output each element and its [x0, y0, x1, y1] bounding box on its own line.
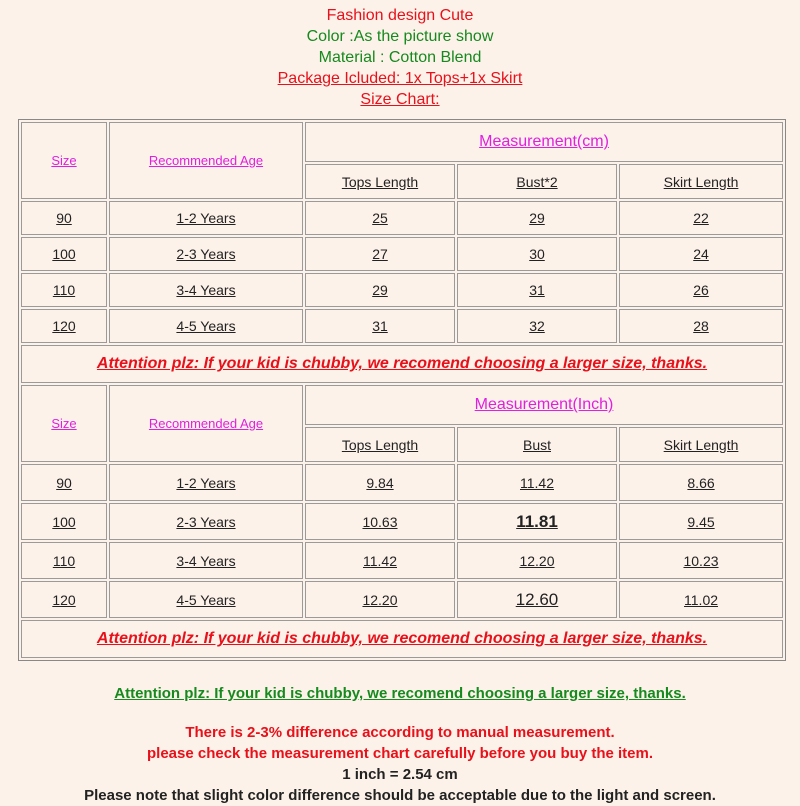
- header-size: Size: [21, 122, 107, 199]
- cell-bust: 29: [457, 201, 617, 235]
- cell-size: 100: [21, 503, 107, 540]
- cell-bust: 30: [457, 237, 617, 271]
- header-tops-length: Tops Length: [305, 427, 455, 462]
- cell-tops: 31: [305, 309, 455, 343]
- cell-size: 90: [21, 464, 107, 501]
- cell-skirt: 9.45: [619, 503, 783, 540]
- cell-age: 3-4 Years: [109, 273, 303, 307]
- cell-age: 2-3 Years: [109, 503, 303, 540]
- cell-tops: 27: [305, 237, 455, 271]
- material-line: Material : Cotton Blend: [318, 49, 482, 66]
- cell-tops: 12.20: [305, 581, 455, 618]
- cell-size: 120: [21, 309, 107, 343]
- table-row: [21, 464, 783, 501]
- table-row: [21, 542, 783, 579]
- header-recommended-age: Recommended Age: [109, 122, 303, 199]
- cell-tops: 10.63: [305, 503, 455, 540]
- cell-tops: 11.42: [305, 542, 455, 579]
- cell-bust: 12.20: [457, 542, 617, 579]
- attention-note-green: Attention plz: If your kid is chubby, we recomend choosing a larger size, thanks.: [114, 685, 686, 702]
- header-recommended-age: Recommended Age: [109, 385, 303, 462]
- header-measurement-inch: Measurement(Inch): [305, 385, 783, 425]
- header-skirt-length: Skirt Length: [619, 164, 783, 199]
- header-tops-length: Tops Length: [305, 164, 455, 199]
- table-row: [21, 503, 783, 540]
- cell-age: 4-5 Years: [109, 309, 303, 343]
- color-difference-note: Please note that slight color difference should be acceptable due to the light and screen.: [84, 787, 716, 804]
- attention-note-cm: Attention plz: If your kid is chubby, we recomend choosing a larger size, thanks.: [21, 345, 783, 383]
- cell-age: 3-4 Years: [109, 542, 303, 579]
- cell-bust: 32: [457, 309, 617, 343]
- cell-size: 110: [21, 273, 107, 307]
- cell-tops: 25: [305, 201, 455, 235]
- header: [0, 5, 800, 110]
- title-line: Fashion design Cute: [326, 7, 474, 24]
- size-chart-title: Size Chart:: [360, 91, 440, 108]
- header-skirt-length: Skirt Length: [619, 427, 783, 462]
- cell-age: 1-2 Years: [109, 201, 303, 235]
- size-chart-table: [18, 119, 786, 661]
- inch-conversion-note: 1 inch = 2.54 cm: [342, 766, 458, 783]
- cell-size: 120: [21, 581, 107, 618]
- check-chart-note: please check the measurement chart carefully before you buy the item.: [146, 745, 653, 762]
- cell-skirt: 22: [619, 201, 783, 235]
- cell-age: 4-5 Years: [109, 581, 303, 618]
- cell-skirt: 24: [619, 237, 783, 271]
- cell-age: 2-3 Years: [109, 237, 303, 271]
- cell-bust: 31: [457, 273, 617, 307]
- cell-size: 90: [21, 201, 107, 235]
- header-size: Size: [21, 385, 107, 462]
- cell-size: 100: [21, 237, 107, 271]
- attention-note-inch: Attention plz: If your kid is chubby, we recomend choosing a larger size, thanks.: [21, 620, 783, 658]
- cell-skirt: 8.66: [619, 464, 783, 501]
- header-bust: Bust: [457, 427, 617, 462]
- cell-skirt: 26: [619, 273, 783, 307]
- cell-skirt: 11.02: [619, 581, 783, 618]
- cell-bust: 11.42: [457, 464, 617, 501]
- table-row: [21, 273, 783, 307]
- table-row: [21, 237, 783, 271]
- table-row: [21, 201, 783, 235]
- cell-tops: 9.84: [305, 464, 455, 501]
- cell-bust: 11.81: [457, 503, 617, 540]
- color-line: Color :As the picture show: [306, 28, 494, 45]
- table-row: [21, 581, 783, 618]
- package-line: Package Icluded: 1x Tops+1x Skirt: [277, 70, 523, 87]
- cell-bust: 12.60: [457, 581, 617, 618]
- table-row: [21, 309, 783, 343]
- measurement-difference-note: There is 2-3% difference according to manual measurement.: [185, 724, 615, 741]
- cell-skirt: 28: [619, 309, 783, 343]
- header-bust: Bust*2: [457, 164, 617, 199]
- cell-age: 1-2 Years: [109, 464, 303, 501]
- cell-size: 110: [21, 542, 107, 579]
- cell-tops: 29: [305, 273, 455, 307]
- header-measurement-cm: Measurement(cm): [305, 122, 783, 162]
- cell-skirt: 10.23: [619, 542, 783, 579]
